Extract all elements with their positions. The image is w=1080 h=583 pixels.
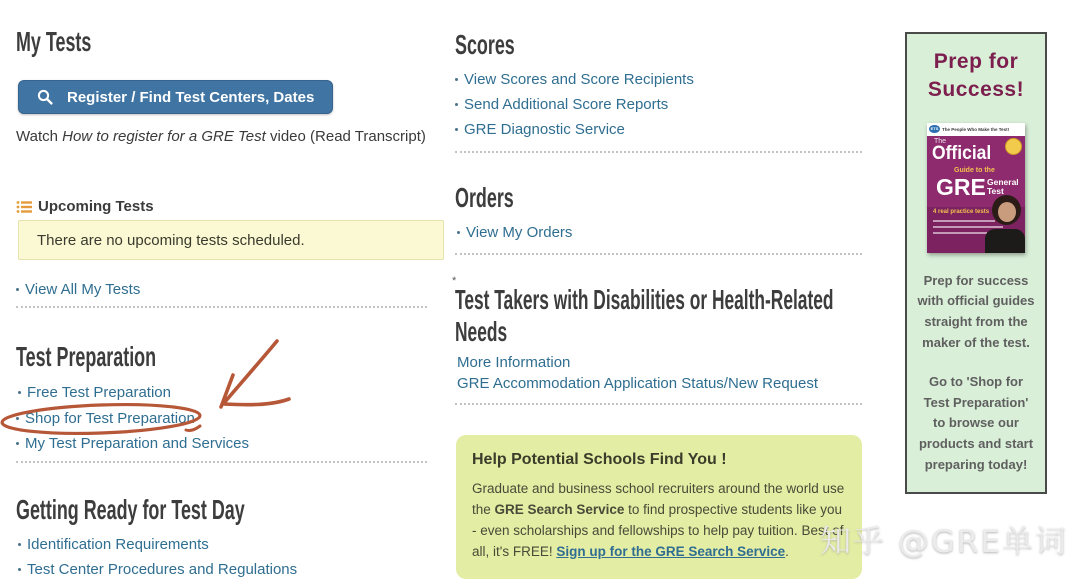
gre-accommodation-link[interactable] — [457, 375, 818, 392]
book-tagline: The People Who Make the Test! — [942, 126, 1010, 132]
disabilities-heading-line2: Needs — [455, 316, 508, 348]
getting-ready-heading: Getting Ready for Test Day — [16, 494, 245, 525]
sign-up-gre-search-service-link[interactable]: Sign up for the GRE Search Service — [556, 543, 786, 559]
bullet-dot — [455, 78, 458, 81]
watch-prefix: Watch — [16, 128, 63, 145]
watch-video-line — [16, 128, 426, 145]
gre-search-service-bold: GRE Search Service — [494, 501, 625, 517]
bullet-dot — [18, 543, 21, 546]
link-label: View My Orders — [466, 224, 573, 241]
footnote-mark: * — [452, 275, 457, 287]
register-find-test-centers-button[interactable] — [18, 80, 333, 114]
link-label: GRE Diagnostic Service — [464, 121, 625, 138]
search-icon — [37, 89, 53, 105]
upcoming-tests-row — [16, 198, 154, 215]
gre-official-guide-book-cover — [927, 123, 1025, 253]
upcoming-tests-label: Upcoming Tests — [38, 198, 154, 215]
link-label: My Test Preparation and Services — [25, 435, 249, 452]
ad-body-2: Go to 'Shop for Test Preparation' to browse our products and start preparing today! — [918, 373, 1034, 473]
book-official: Official — [932, 142, 992, 164]
no-upcoming-tests-notice — [18, 220, 444, 260]
book-gre: GRE — [936, 173, 986, 200]
bullet-dot — [16, 288, 19, 291]
free-test-preparation-link[interactable] — [18, 384, 171, 401]
schools-callout-heading: Help Potential Schools Find You ! — [472, 451, 727, 468]
book-model-face — [998, 202, 1016, 222]
bullet-dot — [455, 128, 458, 131]
divider — [16, 306, 427, 308]
ets-logo: ETS — [930, 126, 939, 132]
disabilities-heading-line1: Test Takers with Disabilities or Health-Related — [455, 284, 834, 315]
register-button-label: Register / Find Test Centers, Dates — [67, 88, 315, 106]
bullet-dot — [16, 417, 19, 420]
zhihu-watermark: 知乎 @GRE单词 — [820, 524, 1069, 560]
divider — [455, 403, 862, 405]
send-additional-score-reports-link[interactable] — [455, 96, 668, 113]
read-transcript-link[interactable]: Read Transcript — [315, 128, 421, 145]
book-fine-print-line — [933, 226, 1003, 228]
bullet-dot — [455, 103, 458, 106]
divider — [455, 253, 862, 255]
shop-for-test-preparation-link[interactable] — [16, 410, 195, 427]
link-label: More Information — [457, 354, 571, 371]
view-scores-link[interactable] — [455, 71, 694, 88]
list-icon — [16, 200, 32, 214]
orders-heading: Orders — [455, 182, 514, 213]
book-guide-to-the: Guide to the — [954, 166, 995, 174]
link-label: Test Center Procedures and Regulations — [27, 561, 298, 578]
ad-title: Prep for Success! — [927, 50, 1025, 102]
divider — [455, 151, 862, 153]
ad-body-1: Prep for success with official guides straight from the maker of the test. — [917, 272, 1035, 351]
view-my-orders-link[interactable] — [457, 224, 572, 241]
no-tests-message: There are no upcoming tests scheduled. — [37, 231, 305, 249]
prep-for-success-ad[interactable] — [905, 32, 1047, 494]
callout-text-1: Graduate and business school recruiters around the world use the — [472, 481, 845, 517]
callout-text-2: to find prospective students like you - even scholarships and fellowships to help pay tuition. Best of all, it's FREE! — [472, 501, 844, 559]
red-arrow-annotation — [221, 341, 289, 407]
book-the: The — [934, 137, 947, 145]
divider — [16, 461, 427, 463]
gre-diagnostic-service-link[interactable] — [455, 121, 625, 138]
identification-requirements-link[interactable] — [18, 536, 209, 553]
more-information-link[interactable] — [457, 354, 570, 371]
link-label: Shop for Test Preparation — [25, 410, 195, 427]
bullet-dot — [457, 231, 460, 234]
link-label: Free Test Preparation — [27, 384, 171, 401]
view-all-my-tests-link[interactable] — [16, 281, 140, 298]
bullet-dot — [18, 391, 21, 394]
book-fine-print-line — [933, 232, 987, 234]
book-model-body — [985, 229, 1025, 253]
book-fine-print-line — [933, 220, 995, 222]
callout-text-3: . — [785, 543, 789, 559]
bullet-dot — [16, 442, 19, 445]
watch-suffix: ) — [420, 128, 426, 145]
my-tests-heading: My Tests — [16, 26, 92, 57]
my-test-preparation-link[interactable] — [16, 435, 249, 452]
book-general-test: General Test — [987, 176, 1019, 197]
link-label: View All My Tests — [25, 281, 141, 298]
link-label: Send Additional Score Reports — [464, 96, 669, 113]
link-label: GRE Accommodation Application Status/New Request — [457, 375, 819, 392]
test-center-procedures-link[interactable] — [18, 561, 297, 578]
gold-seal-icon — [1005, 138, 1022, 155]
watch-middle: video ( — [265, 128, 316, 145]
book-practice-tests: 4 real practice tests — [933, 208, 990, 215]
book-top-band — [927, 123, 1025, 136]
scores-heading: Scores — [455, 29, 515, 60]
disabilities-heading — [455, 284, 833, 348]
schools-callout-body — [472, 479, 846, 563]
video-title[interactable]: How to register for a GRE Test — [62, 128, 266, 145]
test-preparation-heading: Test Preparation — [16, 341, 157, 372]
bullet-dot — [18, 568, 21, 571]
link-label: Identification Requirements — [27, 536, 209, 553]
link-label: View Scores and Score Recipients — [464, 71, 694, 88]
schools-callout-box — [456, 435, 862, 579]
